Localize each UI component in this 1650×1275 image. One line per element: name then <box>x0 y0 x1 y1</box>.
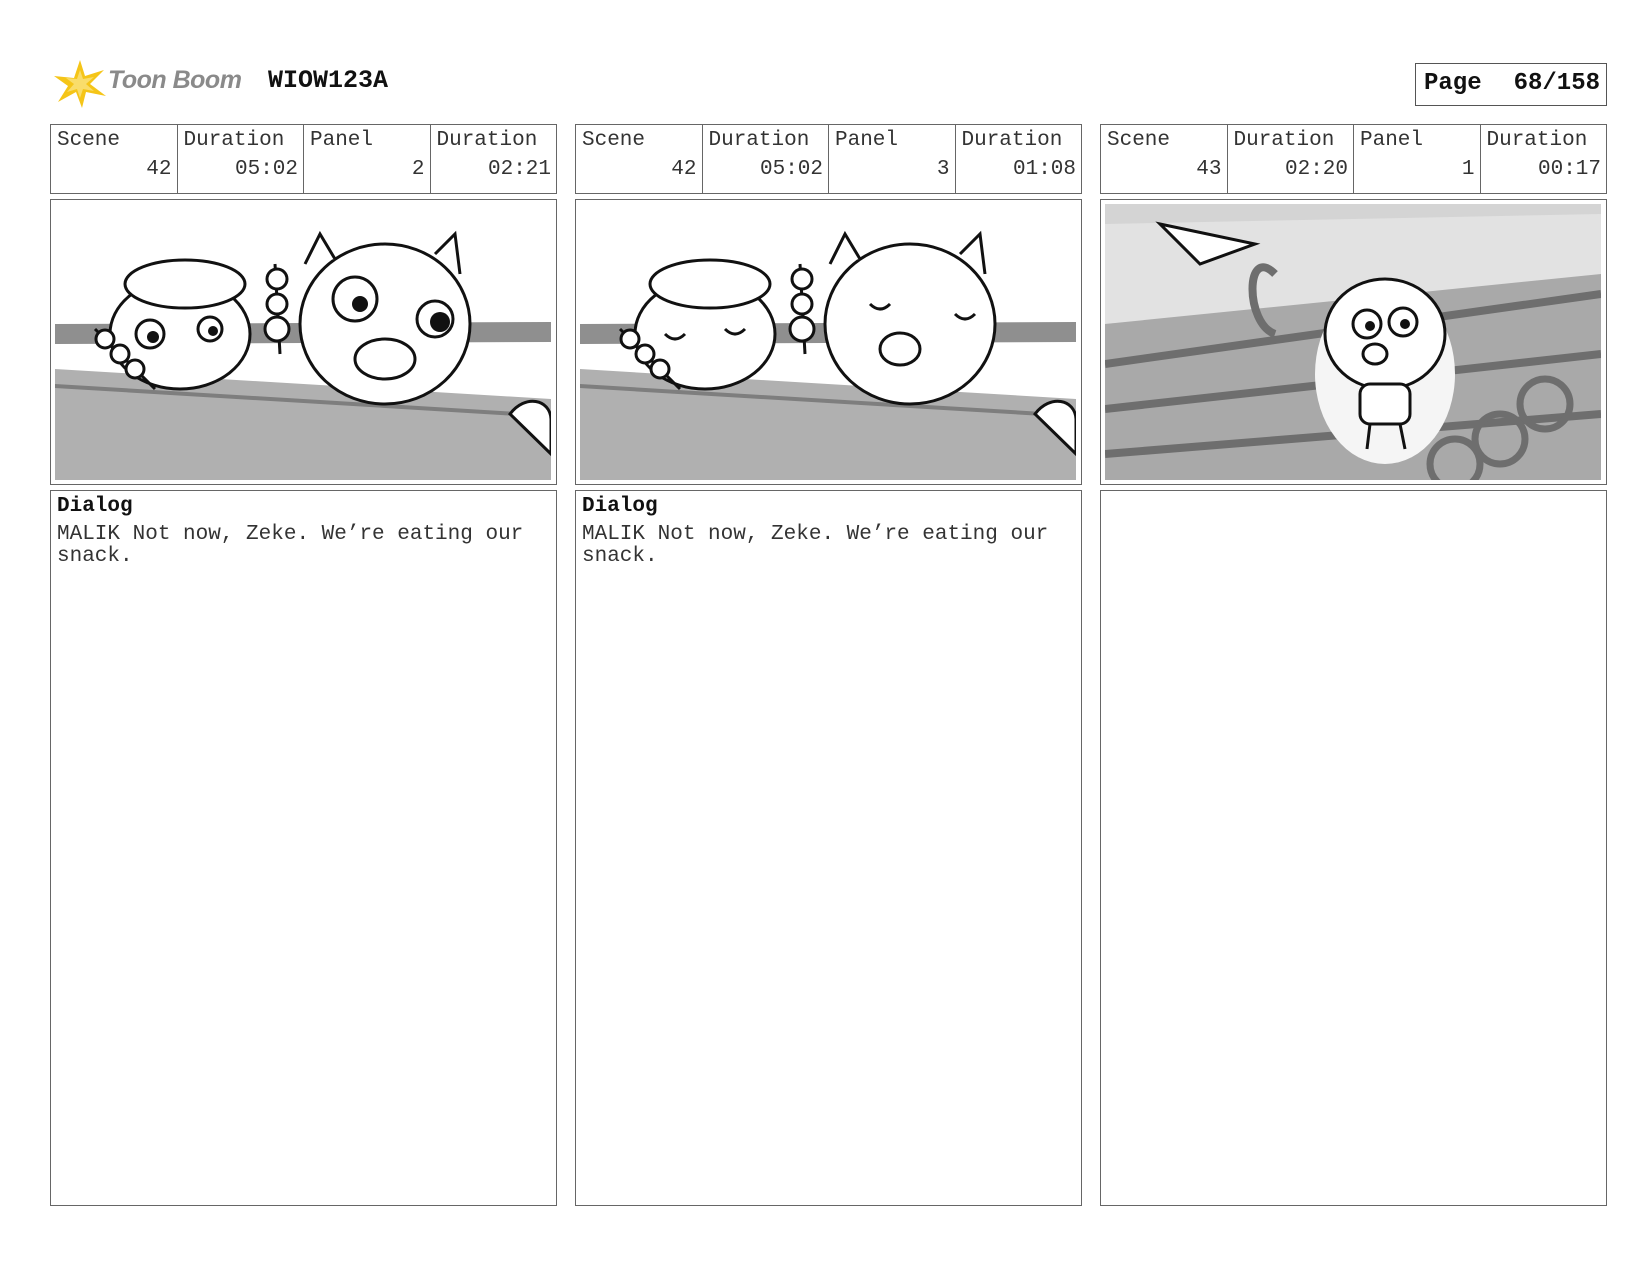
page-indicator <box>1415 63 1607 106</box>
panel-duration-value: 02:21 <box>487 158 551 181</box>
dialog-box <box>575 490 1082 1206</box>
scene-label: Scene <box>582 129 646 152</box>
page-number: 68/158 <box>1513 70 1600 97</box>
dialog-text: MALIK Not now, Zeke. We’re eating our snack. <box>57 523 524 568</box>
dialog-title: Dialog <box>57 495 133 518</box>
scene-duration-cell <box>1228 125 1355 193</box>
duration-label: Duration <box>436 129 538 152</box>
scene-value: 42 <box>146 158 172 181</box>
duration-label: Duration <box>1233 129 1335 152</box>
panel-image <box>50 199 557 485</box>
project-title: WIOW123A <box>268 66 389 95</box>
storyboard-panel-1 <box>50 124 557 568</box>
panel-image <box>1100 199 1607 485</box>
logo-wordmark: Toon Boom <box>108 66 242 94</box>
duration-label: Duration <box>1486 129 1588 152</box>
scene-duration-value: 05:02 <box>234 158 298 181</box>
scene-cell <box>1101 125 1228 193</box>
scene-duration-value: 02:20 <box>1284 158 1348 181</box>
storyboard-panel-3 <box>1100 124 1607 194</box>
burst-icon <box>52 56 108 110</box>
panel-duration-value: 01:08 <box>1012 158 1076 181</box>
dialog-text: MALIK Not now, Zeke. We’re eating our snack. <box>582 523 1049 568</box>
scene-duration-value: 05:02 <box>759 158 823 181</box>
panel-info-table <box>50 124 557 194</box>
panel-info-table <box>575 124 1082 194</box>
panel-info-table <box>1100 124 1607 194</box>
panel-label: Panel <box>310 129 374 152</box>
toon-boom-logo <box>52 56 252 110</box>
page-label: Page <box>1424 70 1482 97</box>
panel-image <box>575 199 1082 485</box>
sketch-two-characters-eating <box>55 204 551 480</box>
panel-value: 3 <box>936 158 950 181</box>
panel-cell <box>304 125 431 193</box>
scene-duration-cell <box>178 125 305 193</box>
panel-duration-value: 00:17 <box>1537 158 1601 181</box>
dialog-box <box>1100 490 1607 1206</box>
scene-value: 43 <box>1196 158 1222 181</box>
panel-duration-cell <box>956 125 1082 193</box>
scene-label: Scene <box>1107 129 1171 152</box>
duration-label: Duration <box>708 129 810 152</box>
storyboard-panel-2 <box>575 124 1082 568</box>
panel-cell <box>1354 125 1481 193</box>
scene-value: 42 <box>671 158 697 181</box>
panel-value: 2 <box>411 158 425 181</box>
scene-cell <box>51 125 178 193</box>
scene-cell <box>576 125 703 193</box>
scene-duration-cell <box>703 125 830 193</box>
duration-label: Duration <box>183 129 285 152</box>
scene-label: Scene <box>57 129 121 152</box>
dialog-box <box>50 490 557 1206</box>
panel-cell <box>829 125 956 193</box>
dialog-title: Dialog <box>582 495 658 518</box>
duration-label: Duration <box>961 129 1063 152</box>
panel-label: Panel <box>1360 129 1424 152</box>
panel-duration-cell <box>431 125 557 193</box>
panel-duration-cell <box>1481 125 1607 193</box>
panel-value: 1 <box>1461 158 1475 181</box>
sketch-character-on-logs <box>1105 204 1601 480</box>
sketch-two-characters-eyes-closed <box>580 204 1076 480</box>
panel-label: Panel <box>835 129 899 152</box>
